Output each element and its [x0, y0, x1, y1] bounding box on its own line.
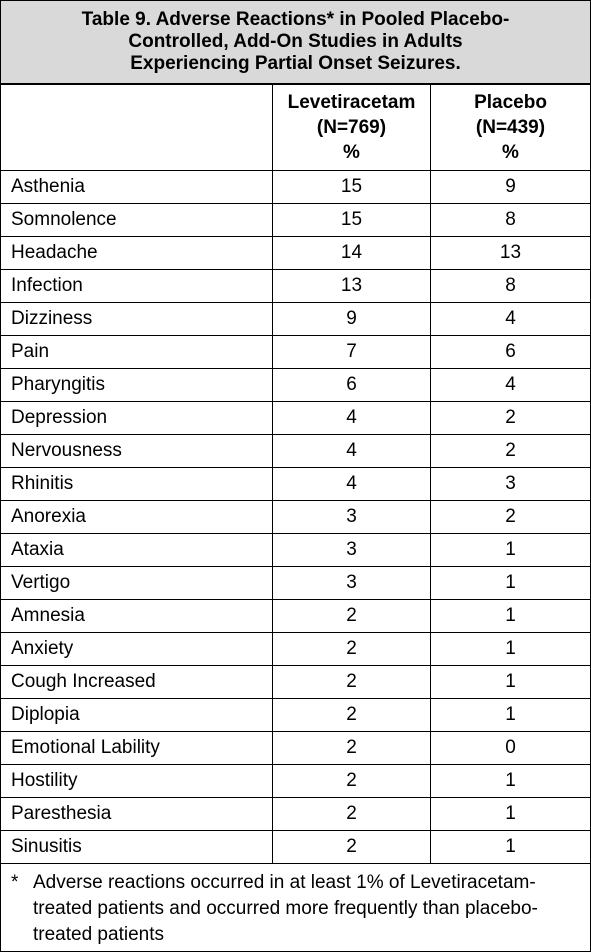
levetiracetam-cell: 6: [273, 369, 431, 401]
reaction-cell: Asthenia: [1, 171, 273, 203]
header-cell-levetiracetam: [273, 85, 431, 170]
placebo-cell: 1: [505, 638, 516, 659]
column-unit: %: [502, 142, 519, 163]
reaction-cell: Depression: [1, 402, 273, 434]
placebo-cell: 8: [505, 209, 516, 230]
placebo-cell: 2: [505, 407, 516, 428]
table-row: [1, 336, 590, 369]
table-title-line: Controlled, Add-On Studies in Adults: [128, 31, 463, 52]
table-title-line: Table 9. Adverse Reactions* in Pooled Placebo-: [81, 9, 510, 30]
reaction-cell: Amnesia: [1, 600, 273, 632]
reaction-cell: Somnolence: [1, 204, 273, 236]
levetiracetam-cell: 2: [273, 732, 431, 764]
levetiracetam-cell: 15: [273, 171, 431, 203]
levetiracetam-cell: 2: [273, 765, 431, 797]
reaction-cell: Anorexia: [1, 501, 273, 533]
reaction-cell: Pain: [1, 336, 273, 368]
table-header-row: [1, 85, 590, 171]
placebo-cell: 3: [505, 473, 516, 494]
table-row: [1, 435, 590, 468]
reaction-cell: Vertigo: [1, 567, 273, 599]
reaction-cell: Paresthesia: [1, 798, 273, 830]
placebo-cell: 4: [505, 308, 516, 329]
levetiracetam-cell: 7: [273, 336, 431, 368]
table-row: [1, 600, 590, 633]
table-row: [1, 270, 590, 303]
placebo-cell: 9: [505, 176, 516, 197]
column-unit: %: [343, 142, 360, 163]
table-row: [1, 468, 590, 501]
placebo-cell: 0: [505, 737, 516, 758]
table-row: [1, 369, 590, 402]
levetiracetam-cell: 13: [273, 270, 431, 302]
placebo-cell: 4: [505, 374, 516, 395]
placebo-cell: 1: [505, 539, 516, 560]
levetiracetam-cell: 3: [273, 501, 431, 533]
levetiracetam-cell: 2: [273, 666, 431, 698]
reaction-cell: Cough Increased: [1, 666, 273, 698]
reaction-cell: Diplopia: [1, 699, 273, 731]
reaction-cell: Dizziness: [1, 303, 273, 335]
placebo-cell: 1: [505, 836, 516, 857]
header-cell-placebo: [431, 85, 590, 170]
placebo-cell: 13: [499, 242, 522, 263]
column-n: (N=769): [316, 117, 387, 138]
levetiracetam-cell: 2: [273, 600, 431, 632]
table-row: [1, 303, 590, 336]
levetiracetam-cell: 2: [273, 798, 431, 830]
table-row: [1, 534, 590, 567]
levetiracetam-cell: 4: [273, 402, 431, 434]
placebo-cell: 2: [505, 440, 516, 461]
table-row: [1, 798, 590, 831]
table-row: [1, 666, 590, 699]
table-footnote: [1, 864, 590, 948]
reaction-cell: Pharyngitis: [1, 369, 273, 401]
levetiracetam-cell: 14: [273, 237, 431, 269]
table-row: [1, 831, 590, 864]
table-title: [1, 1, 590, 85]
placebo-cell: 1: [505, 704, 516, 725]
levetiracetam-cell: 4: [273, 468, 431, 500]
placebo-cell: 1: [505, 770, 516, 791]
table-row: [1, 699, 590, 732]
table-row: [1, 633, 590, 666]
table-row: [1, 567, 590, 600]
levetiracetam-cell: 4: [273, 435, 431, 467]
table-row: [1, 732, 590, 765]
header-cell-reaction: [1, 85, 273, 170]
table-row: [1, 237, 590, 270]
levetiracetam-cell: 9: [273, 303, 431, 335]
table-row: [1, 204, 590, 237]
levetiracetam-cell: 3: [273, 567, 431, 599]
placebo-cell: 2: [505, 506, 516, 527]
reaction-cell: Emotional Lability: [1, 732, 273, 764]
table-title-line: Experiencing Partial Onset Seizures.: [130, 53, 461, 74]
reaction-cell: Ataxia: [1, 534, 273, 566]
placebo-cell: 6: [505, 341, 516, 362]
table-row: [1, 171, 590, 204]
levetiracetam-cell: 2: [273, 633, 431, 665]
reaction-cell: Nervousness: [1, 435, 273, 467]
footnote-mark: *: [11, 872, 19, 893]
levetiracetam-cell: 3: [273, 534, 431, 566]
table-row: [1, 765, 590, 798]
placebo-cell: 1: [505, 671, 516, 692]
reaction-cell: Hostility: [1, 765, 273, 797]
column-n: (N=439): [475, 117, 546, 138]
column-name: Placebo: [474, 92, 547, 113]
levetiracetam-cell: 15: [273, 204, 431, 236]
reaction-cell: Rhinitis: [1, 468, 273, 500]
table-row: [1, 501, 590, 534]
column-name: Levetiracetam: [287, 92, 416, 113]
table-row: [1, 402, 590, 435]
placebo-cell: 8: [505, 275, 516, 296]
levetiracetam-cell: 2: [273, 831, 431, 863]
reaction-cell: Anxiety: [1, 633, 273, 665]
reaction-cell: Sinusitis: [1, 831, 273, 863]
levetiracetam-cell: 2: [273, 699, 431, 731]
reaction-cell: Headache: [1, 237, 273, 269]
placebo-cell: 1: [505, 572, 516, 593]
table-body: [1, 171, 590, 864]
placebo-cell: 1: [505, 605, 516, 626]
placebo-cell: 1: [505, 803, 516, 824]
footnote-text: Adverse reactions occurred in at least 1% of Levetiracetam-treated patients and occurred more frequently than placebo-treated patients: [33, 872, 538, 945]
reaction-cell: Infection: [1, 270, 273, 302]
